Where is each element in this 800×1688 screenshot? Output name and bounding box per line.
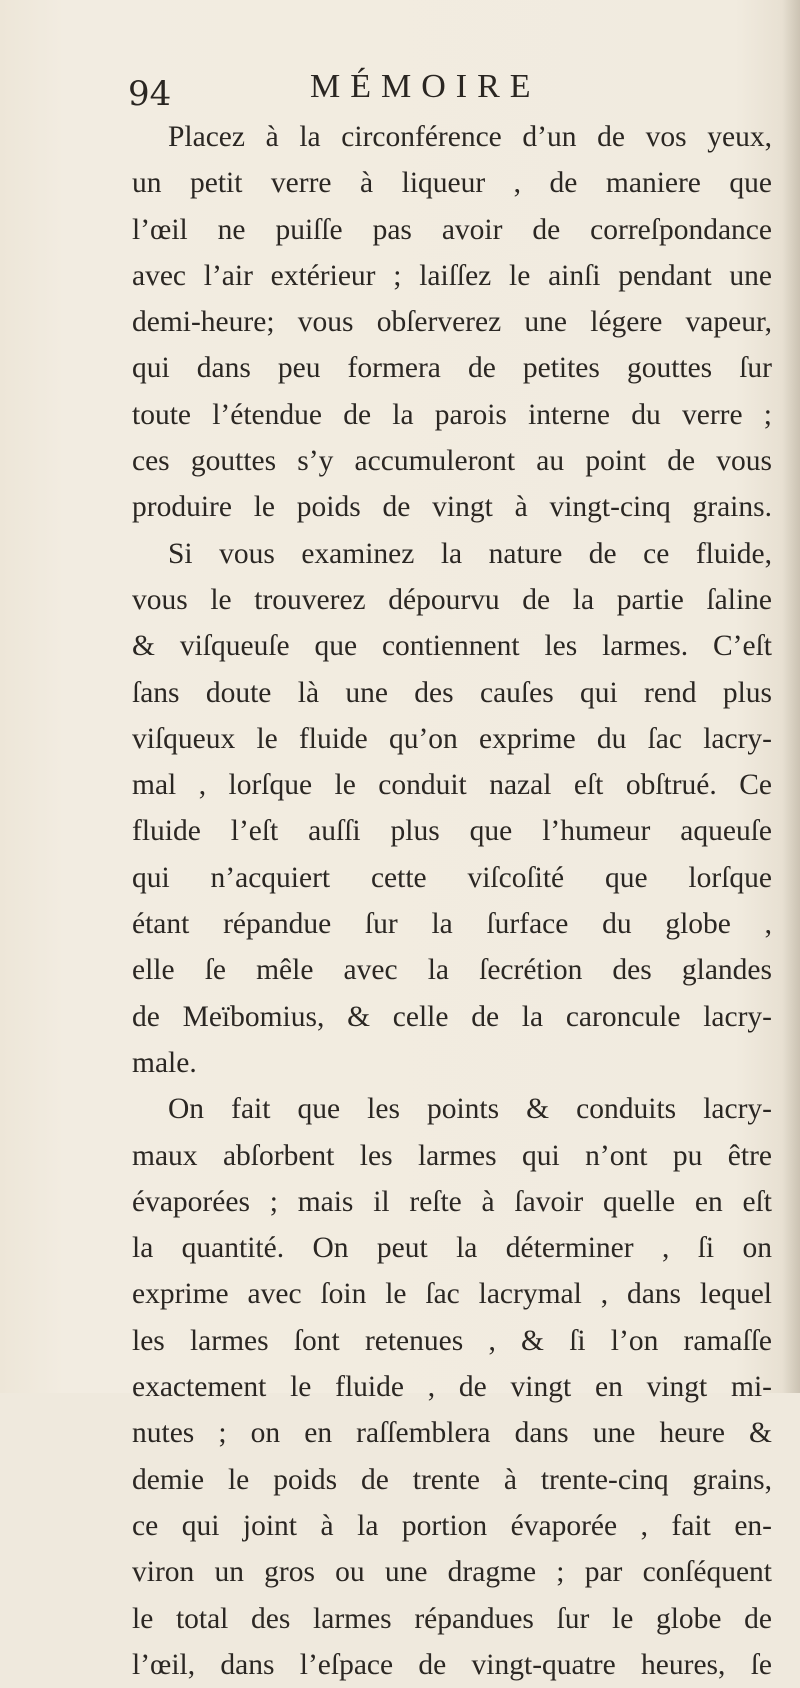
text-line: viron un gros ou une dragme ; par conſéquent <box>132 1556 772 1589</box>
text-line: exactement le fluide , de vingt en vingt mi- <box>132 1371 772 1404</box>
text-line: maux abſorbent les larmes qui n’ont pu être <box>132 1139 772 1172</box>
text-line: un petit verre à liqueur , de maniere que <box>132 167 772 200</box>
text-line: qui dans peu formera de petites gouttes ſur <box>132 352 772 385</box>
text-line: toute l’étendue de la parois interne du verre ; <box>132 398 772 431</box>
text-line: nutes ; on en raſſemblera dans une heure & <box>132 1417 772 1450</box>
text-line: vous le trouverez dépourvu de la partie ſaline <box>132 583 772 616</box>
text-line: de Meïbomius, & celle de la caroncule lacry- <box>132 1000 772 1033</box>
text-line: l’œil, dans l’eſpace de vingt-quatre heures, ſe <box>132 1648 772 1681</box>
text-line: qui n’acquiert cette viſcoſité que lorſque <box>132 861 772 894</box>
text-line: la quantité. On peut la déterminer , ſi on <box>132 1232 772 1265</box>
text-line: les larmes ſont retenues , & ſi l’on ramaſſe <box>132 1324 772 1357</box>
text-line: exprime avec ſoin le ſac lacrymal , dans lequel <box>132 1278 772 1311</box>
text-line: male. <box>132 1046 197 1079</box>
text-line: Si vous examinez la nature de ce fluide, <box>168 537 772 570</box>
text-line: avec l’air extérieur ; laiſſez le ainſi pendant une <box>132 259 772 292</box>
page-number: 94 <box>128 74 172 114</box>
text-line: On fait que les points & conduits lacry- <box>168 1093 772 1126</box>
body-text <box>132 114 772 1688</box>
text-line: ce qui joint à la portion évaporée , fait en- <box>132 1509 772 1542</box>
text-line: l’œil ne puiſſe pas avoir de correſpondance <box>132 213 772 246</box>
text-line: demi-heure; vous obſerverez une légere vapeur, <box>132 306 772 339</box>
text-line: & viſqueuſe que contiennent les larmes. C’eſt <box>132 630 772 663</box>
page-edge-shadow <box>782 0 800 1393</box>
text-line: le total des larmes répandues ſur le globe de <box>132 1602 772 1635</box>
text-line: évaporées ; mais il reſte à ſavoir quelle en eſt <box>132 1185 772 1218</box>
text-line: Placez à la circonférence d’un de vos yeux, <box>168 121 772 153</box>
page-header <box>128 68 688 112</box>
text-line: mal , lorſque le conduit nazal eſt obſtrué. Ce <box>132 769 772 802</box>
text-line: produire le poids de vingt à vingt-cinq grains. <box>132 491 772 524</box>
text-line: fluide l’eſt auſſi plus que l’humeur aqueuſe <box>132 815 772 848</box>
text-line: ces gouttes s’y accumuleront au point de vous <box>132 445 772 478</box>
text-line: viſqueux le fluide qu’on exprime du ſac lacry- <box>132 722 772 755</box>
text-line: demie le poids de trente à trente-cinq grains, <box>132 1463 772 1496</box>
text-line: étant répandue ſur la ſurface du globe , <box>132 908 772 941</box>
running-head: MÉMOIRE <box>310 68 541 105</box>
text-line: elle ſe mêle avec la ſecrétion des glandes <box>132 954 772 987</box>
text-line: ſans doute là une des cauſes qui rend plus <box>132 676 772 709</box>
